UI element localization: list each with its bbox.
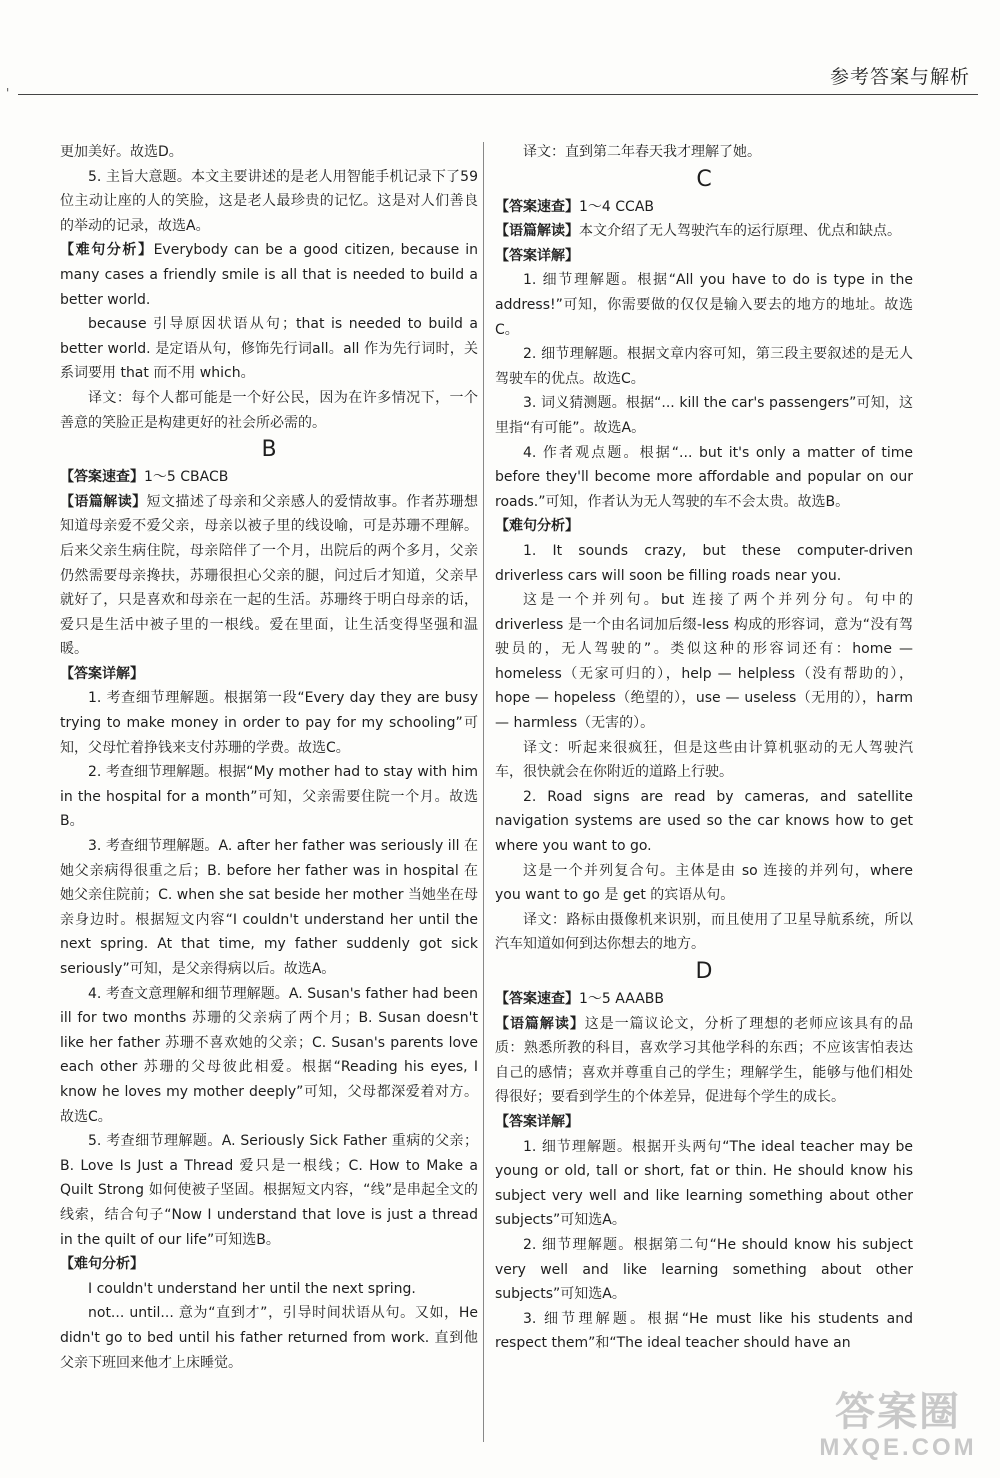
section-tag: 【语篇解读】 [495,223,579,240]
left-column [60,140,478,1375]
paragraph [60,1252,478,1277]
paragraph: 1. 细节理解题。根据“All you have to do is type in the address!”可知，你需要做的仅仅是输入要去的地方的地址。故选C。 [495,272,913,338]
paragraph: 译文：直到第二年春天我才理解了她。 [523,144,761,160]
paragraph: 3. 细节理解题。根据“He must like his students and respect them”和“The ideal teacher should have an [495,1310,913,1352]
section-letter: C [696,166,712,192]
paragraph: 译文：路标由摄像机来识别，而且使用了卫星导航系统，所以汽车知道如何到达你想去的地方。 [495,911,913,953]
section-tag: 【难句分析】 [60,1256,144,1273]
column-divider [483,142,484,1442]
paragraph: 2. 细节理解题。根据文章内容可知，第三段主要叙述的是无人驾驶车的优点。故选C。 [495,346,913,387]
paragraph: 这是一个并列句。but 连接了两个并列分句。句中的 driverless 是一个由名词加后缀-less 构成的形容词，意为“没有驾驶员的，无人驾驶的”。类似这种的形容词还有：home — homeless（无家可归的），help — helpless（没有帮助的），hope — hopeless（绝望的），use — useless（无用的），harm — harmless（无害的）。 [495,592,913,732]
section-tag: 【语篇解读】 [495,1015,585,1032]
section-tag: 【答案速查】 [495,991,579,1007]
paragraph [495,1110,913,1135]
paragraph: 2. 考查细节理解题。根据“My mother had to stay with him in the hospital for a month”可知，父亲需要住院一个月。故选B。 [60,764,478,830]
site-watermark [818,1390,978,1468]
section-letter: B [261,437,277,463]
watermark-logo-text: 答案圈 [835,1390,961,1434]
paragraph: 【答案速查】1～5 CBACB [60,469,229,486]
paragraph: 【语篇解读】这是一篇议论文，分析了理想的老师应该具有的品质：熟悉所教的科目，喜欢学习其他学科的东西；不应该害怕表达自己的感情；喜欢并尊重自己的学生；理解学生，能够与他们相处得很好；要看到学生的个体差异，促进每个学生的成长。 [495,1015,914,1106]
paragraph: 更加美好。故选D。 [60,144,183,160]
paragraph: I couldn't understand her until the next spring. [88,1280,416,1297]
paragraph: because 引导原因状语从句；that is needed to build a better world. 是定语从句，修饰先行词all。all 作为先行词时，关系词要用 that 而不用 which。 [60,316,478,382]
section-letter: D [695,959,713,984]
paragraph: 【语篇解读】短文描述了母亲和父亲感人的爱情故事。作者苏珊想知道母亲爱不爱父亲，母亲以被子里的线设喻，可是苏珊不理解。后来父亲生病住院，母亲陪伴了一个月，出院后的两个多月，父亲仍然需要母亲搀扶，苏珊很担心父亲的腿，问过后才知道，父亲早就好了，只是喜欢和母亲在一起的生活。苏珊终于明白母亲的话，爱只是生活中被子里的一根线。爱在里面，让生活变得坚强和温暖。 [60,493,479,658]
header-rule [18,94,978,95]
page-header-title: 参考答案与解析 [829,66,970,88]
paragraph: 2. Road signs are read by cameras, and satellite navigation systems are used so the car knows how to get where you want to go. [495,788,913,855]
paragraph: 3. 词义猜测题。根据“... kill the car's passengers”可知，这里指“有可能”。故选A。 [495,395,913,436]
section-tag: 【答案详解】 [495,1113,579,1130]
paragraph: 5. 主旨大意题。本文主要讲述的是老人用智能手机记录下了59位主动让座的人的笑脸，这是老人最珍贵的记忆。这是对人们善良的举动的记录，故选A。 [60,168,478,234]
paragraph: 1. It sounds crazy, but these computer-driven driverless cars will soon be filling roads near you. [495,542,913,584]
paragraph: 4. 作者观点题。根据“... but it's only a matter of time before they'll become more affordable and popular on our roads.”可知，作者认为无人驾驶的车不会太贵。故选B。 [495,444,913,510]
paragraph [495,244,913,269]
paragraph: 【答案速查】1～5 AAABB [495,991,664,1007]
paragraph: 译文：听起来很疯狂，但是这些由计算机驱动的无人驾驶汽车，很快就会在你附近的道路上行驶。 [495,739,913,781]
paragraph: 这是一个并列复合句。主体是由 so 连接的并列句，where you want to go 是 get 的宾语从句。 [495,862,913,904]
paragraph: 【难句分析】Everybody can be a good citizen, because in many cases a friendly smile is all that is needed to build a better world. [60,242,479,308]
section-tag: 【答案详解】 [495,247,579,264]
paragraph: 5. 考查细节理解题。A. Seriously Sick Father 重病的父亲；B. Love Is Just a Thread 爱只是一根线；C. How to Make a Quilt Strong 如何使被子坚固。根据短文内容，“线”是串起全文的线索，结合句子“Now I understand that love is just a thread in the quilt of our life”可知选B。 [60,1133,478,1248]
paragraph [60,662,478,687]
paragraph: 1. 细节理解题。根据开头两句“The ideal teacher may be young or old, tall or short, fat or thin. He should know his subject very well and like learning something about other subjects”可知选A。 [495,1138,913,1229]
section-tag: 【答案速查】 [495,198,579,215]
section-tag: 【难句分析】 [495,518,579,535]
paragraph: 2. 细节理解题。根据第二句“He should know his subject very well and like learning something about other subjects”可知选A。 [495,1236,913,1303]
section-tag: 【答案详解】 [60,665,144,682]
section-tag: 【难句分析】 [60,242,154,259]
paragraph: 译文：每个人都可能是一个好公民，因为在许多情况下，一个善意的笑脸正是构建更好的社会所必需的。 [60,389,478,431]
paragraph: 4. 考查文意理解和细节理解题。A. Susan's father had been ill for two months 苏珊的父亲病了两个月；B. Susan doesn't like her father 苏珊不喜欢她的父亲；C. Susan's parents love each other 苏珊的父母彼此相爱。根据“Reading his eyes, I know he loves my mother deeply”可知，父母都深爱着对方。故选C。 [60,985,478,1125]
paragraph: not... until... 意为“直到才”，引导时间状语从句。又如，He didn't go to bed until his father returned from work. 直到他父亲下班回来他才上床睡觉。 [60,1305,478,1371]
page-corner-mark: ' [6,86,10,100]
paragraph: 【答案速查】1～4 CCAB [495,198,654,215]
section-tag: 【语篇解读】 [60,493,147,510]
right-column [495,140,913,1356]
paragraph: 3. 考查细节理解题。A. after her father was seriously ill 在她父亲病得很重之后；B. before her father was in hospital 在她父亲住院前；C. when she sat beside her mother 当她坐在母亲身边时。根据短文内容“I couldn't understand her until the next spring. At that time, my father suddenly got sick seriously”可知，是父亲得病以后。故选A。 [60,838,478,977]
paragraph: 【语篇解读】本文介绍了无人驾驶汽车的运行原理、优点和缺点。 [495,223,901,240]
section-tag: 【答案速查】 [60,469,144,486]
paragraph [495,514,913,539]
watermark-url: MXQE.COM [819,1434,977,1461]
paragraph: 1. 考查细节理解题。根据第一段“Every day they are busy trying to make money in order to pay for my schooling”可知，父母忙着挣钱来支付苏珊的学费。故选C。 [60,690,478,756]
